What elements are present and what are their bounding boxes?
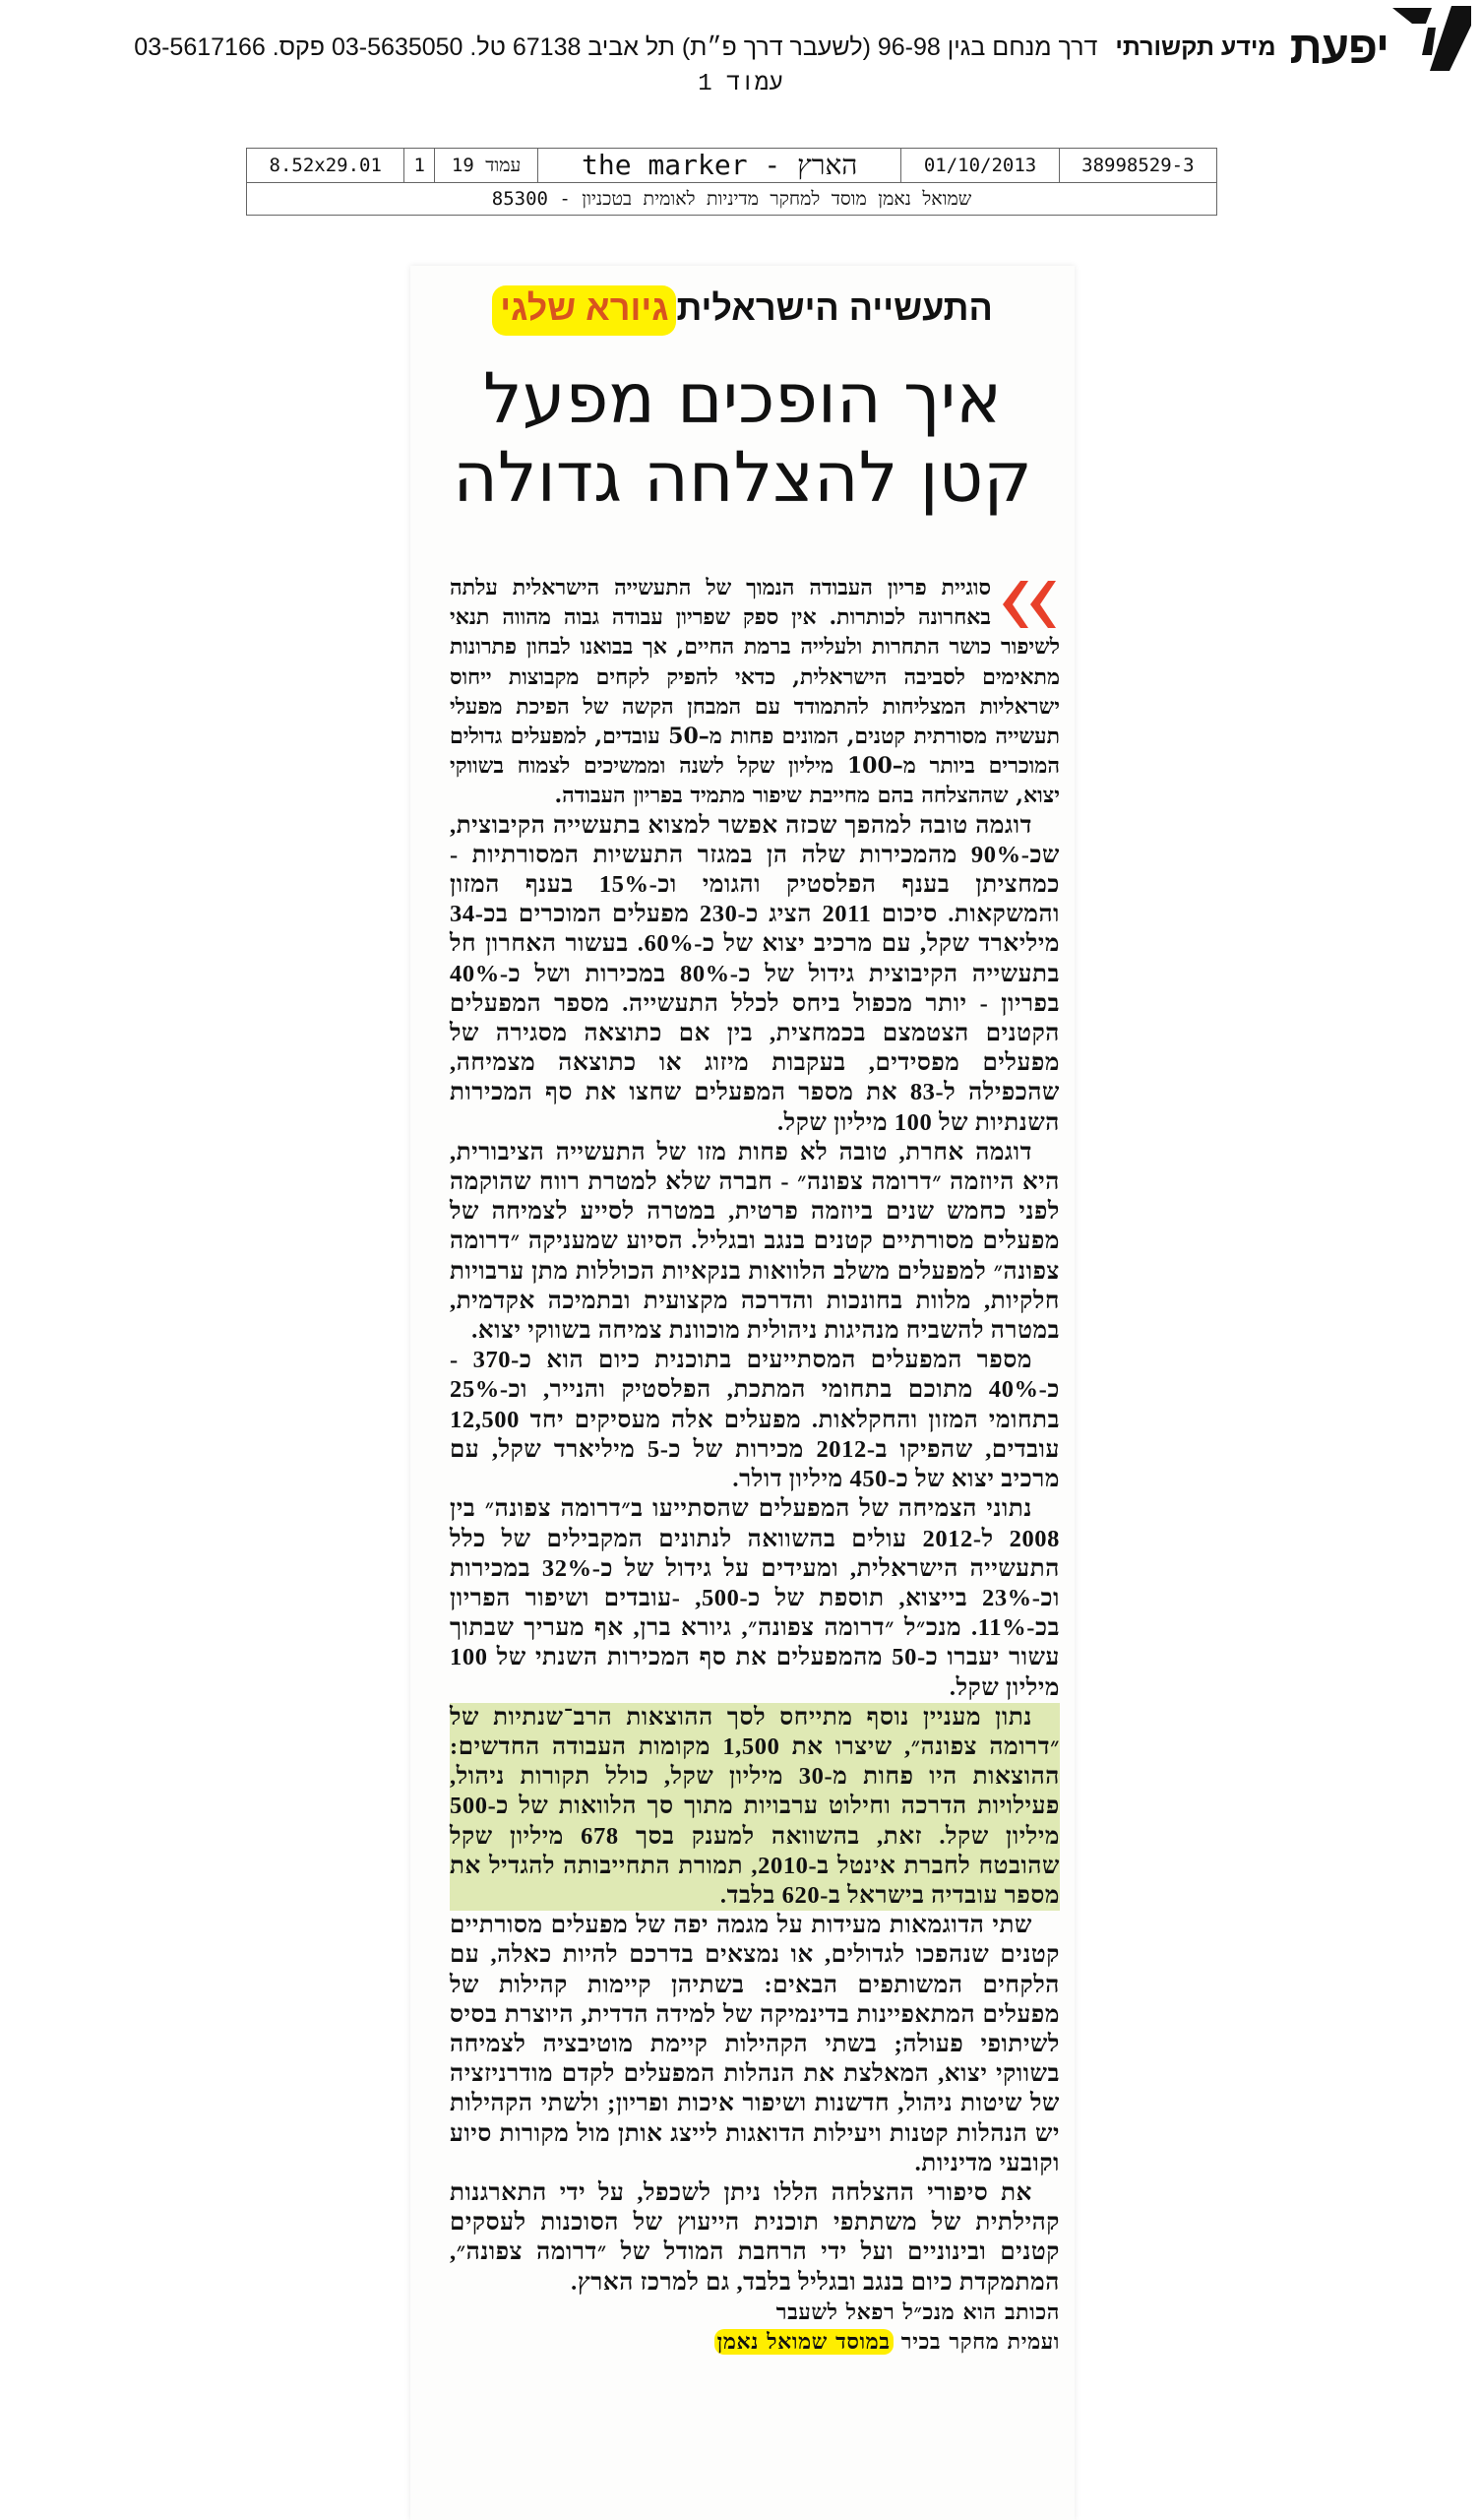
body-paragraph: נתוני הצמיחה של המפעלים שהסתייעו ב״דרומה צפונה״ בין 2008 ל-2012 עולים בהשוואה לנתונים המקבילים של כלל התעשייה הישראלית, ומעידים על גידול של כ-32% במכירות וכ-23% בייצוא, תוספת של כ-500, -עובדים ושיפור הפריון בכ-11%. מנכ״ל ״דרומה צפונה״, גיורא ברן, אף מעריך שבתוך עשור יעברו כ-50 מהמפעלים את סף המכירות השנתי של 100 מיליון שקל.	[450, 1495, 1061, 1701]
headline-line: איך הופכים מפעל	[482, 358, 1003, 439]
body-paragraph: שתי הדוגמאות מעידות על מגמה יפה של מפעלים מסורתיים קטנים שנהפכו לגדולים, או נמצאים בדרכם להיות כאלה, עם הלקחים המשותפים הבאים: בשתיהן קיימות קהילות של מפעלים המתאפיינות בדינמיקה של למידה הדדית, היוצרת בסיס לשיתופי פעולה; בשתי הקהילות קיימת מוטיבציה לצמיחה בשווקי יצוא, המאלצת את הנהלות המפעלים לקדם מודרניזציה של שיטות ניהול, חדשנות ושיפור איכות ופריון; ולשתי הקהילות יש הנהלות קטנות ויעילות הדואגות לייצג אותן מול מקורות סיוע וקובעי מדיניות.	[450, 1912, 1060, 2176]
clipping-header	[10, 18, 1471, 77]
ifat-logo-mark-icon	[1392, 6, 1471, 71]
source-publication: הארץ - the marker	[538, 149, 901, 183]
body-paragraph: דוגמה אחרת, טובה לא פחות מזו של התעשייה הציבורית, היא היוזמה ״דרומה צפונה״ - חברה שלא למטרת רווח שהוקמה לפני כחמש שנים ביוזמה פרטית, במטרה לסייע לצמיחה של מפעלים מסורתיים קטנים בנגב ובגליל. הסיוע שמעניקה ״דרומה צפונה״ למפעלים משלב הלוואות בנקאיות הכוללות מתן ערבויות חלקיות, מלוות בחונכות והדרכה מקצועית ובתמיכה אקדמית, במטרה להשביח מנהיגות ניהולית מוכוונת צמיחה בשווקי יצוא.	[450, 1138, 1060, 1345]
author-bio-line	[450, 2327, 1060, 2357]
highlighted-paragraph: נתון מעניין נוסף מתייחס לסך ההוצאות הרב־שנתיות של ״דרומה צפונה״, שיצרו את 1,500 מקומות העבודה החדשים: ההוצאות היו פחות מ-30 מיליון שקל, כולל תקורות ניהול, פעילויות הדרכה וחילוט ערבויות מתוך סך הלוואות של כ-500 מיליון שקל. זאת, בהשוואה למענק בסך 678 מיליון שקל שהובטח לחברת אינטל ב-2010, תמורת התחייבותה להגדיל את מספר עובדיה בישראל ב-620 בלבד.	[450, 1703, 1060, 1911]
article-body	[450, 573, 1060, 2357]
kicker-section: התעשייה הישראלית	[676, 287, 993, 328]
item-id: 38998529-3	[1059, 149, 1216, 183]
article-headline	[410, 359, 1075, 517]
body-paragraph: את סיפורי ההצלחה הללו ניתן לשכפל, על ידי התארגנות קהילתית של משתתפי תוכנית הייעוץ של הסוכנות לעסקים קטנים ובינוניים ועל ידי הרחבת המודל של ״דרומה צפונה״, המתמקדת כיום בנגב ובגליל בלבד, גם למרכז הארץ.	[450, 2178, 1060, 2296]
author-bio-line: הכותב הוא מנכ״ל רפאל לשעבר	[775, 2299, 1060, 2325]
source-page: עמוד 19	[435, 149, 538, 183]
lead-paragraph: סוגיית פריון העבודה הנמוך של התעשייה הישראלית עלתה באחרונה לכותרות. אין ספק שפריון עבודה גבוה מהווה תנאי לשיפור כושר התחרות ולעלייה ברמת החיים, אך בבואנו לבחון פתרונות מתאימים לסביבה הישראלית, כדאי להפיק לקחים מקבוצות ייחוס ישראליות המצליחות להתמודד עם המבחן הקשה של הפיכת מפעלי תעשייה מסורתית קטנים, המונים פחות מ–50 עובדים, למפעלים גדולים המוכרים ביותר מ–100 מיליון שקל לשנה וממשיכים לצמוח בשווקי יצוא, שההצלחה בהם מחייבת שיפור מתמיד בפריון העבודה.	[450, 575, 1060, 809]
article-clipping	[410, 266, 1075, 2520]
body-paragraph: מספר המפעלים המסתייעים בתוכנית כיום הוא כ-370 - כ-40% מתוכם בתחומי המתכת, הפלסטיק והנייר, וכ-25% בתחומי המזון והחקלאות. מפעלים אלה מעסיקים יחד 12,500 עובדים, שהפיקו ב-2012 מכירות של כ-5 מיליארד שקל, עם מרכיב יצוא של כ-450 מיליון דולר.	[450, 1347, 1060, 1493]
author-bio-text: ועמית מחקר בכיר	[900, 2328, 1060, 2355]
logo-text: יפעת	[1289, 22, 1388, 73]
double-chevron-quote-icon	[999, 577, 1060, 632]
author-name: גיורא שלגי	[492, 285, 676, 336]
clipping-meta-table	[246, 148, 1217, 216]
company-address: דרך מנחם בגין 96-98 (לשעבר דרך פ״ת) תל אביב 67138 טל. 03-5635050 פקס. 03-5617166	[134, 32, 1098, 61]
publication-date: 01/10/2013	[901, 149, 1059, 183]
highlighted-institute: במוסד שמואל נאמן	[714, 2329, 894, 2355]
client-name: שמואל נאמן מוסד למחקר מדיניות לאומית בטכניון - 85300	[247, 183, 1217, 216]
clip-size: 8.52x29.01	[247, 149, 404, 183]
headline-line: קטן להצלחה גדולה	[453, 437, 1032, 518]
ifat-logo	[1290, 21, 1471, 74]
page-number: עמוד 1	[698, 71, 783, 97]
body-paragraph: דוגמה טובה למהפך שכזה אפשר למצוא בתעשייה הקיבוצית, שכ-90% מהמכירות שלה הן במגזר התעשיות המסורתיות - כמחציתן בענף הפלסטיק והגומי וכ-15% בענף המזון והמשקאות. סיכום 2011 הציג כ-230 מפעלים המוכרים בכ-34 מיליארד שקל, עם מרכיב יצוא של כ-60%. בעשור האחרון חל בתעשייה הקיבוצית גידול של כ-80% במכירות ושל כ-40% בפריון - יותר מכפול ביחס לכלל התעשייה. מספר המפעלים הקטנים הצטמצם בכמחצית, בין אם כתוצאה מסגירה של מפעלים מפסידים, בעקבות מיזוג או כתוצאה מצמיחה, שהכפילה ל-83 את מספר המפעלים שחצו את סף המכירות השנתיות של 100 מיליון שקל.	[450, 811, 1061, 1136]
clip-count: 1	[404, 149, 435, 183]
article-kicker	[410, 287, 1075, 329]
company-tagline: מידע תקשורתי	[1115, 32, 1276, 61]
